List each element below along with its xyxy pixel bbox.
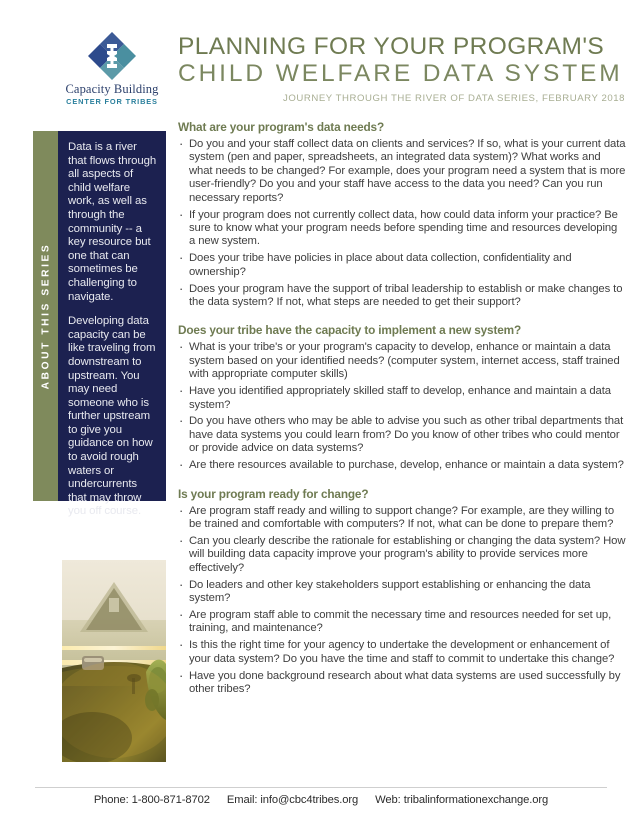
- footer-divider: [35, 787, 607, 788]
- footer-email[interactable]: Email: info@cbc4tribes.org: [226, 794, 359, 806]
- canoe-photo-graphic: [62, 560, 166, 762]
- list-item: · Have you identified appropriately skilled staff to develop, enhance and maintain a data system?: [178, 385, 626, 412]
- page-title-block: [178, 33, 628, 104]
- sidebar-tab-label: ABOUT THIS SERIES: [40, 242, 51, 390]
- list-item: · Does your program have the support of tribal leadership to establish or make changes to the data system? If not, what steps are needed to get their support?: [178, 283, 626, 310]
- sidebar-paragraph: Developing data capacity can be like traveling from downstream to upstream. You may need someone who is further upstream to give you guidance on how to avoid rough waters or undercurrents that may throw you off course.: [68, 315, 156, 518]
- list-item: · Are program staff able to commit the necessary time and resources needed for set up, training, and maintenance?: [178, 609, 626, 636]
- capacity-building-diamond-logo: [88, 32, 136, 80]
- sidebar-tab: [33, 131, 58, 501]
- footer-web[interactable]: Web: tribalinformationexchange.org: [375, 794, 549, 806]
- diamond-logo-icon: [88, 32, 136, 80]
- list-item: · Are program staff ready and willing to support change? For example, are they willing to be trained and comfortable with computers? If not, what can be done to prepare them?: [178, 505, 626, 532]
- about-this-series-sidebar: [33, 131, 166, 518]
- document-header: [0, 0, 642, 113]
- canoe-on-river-photo: [62, 560, 166, 762]
- list-item: · Do you have others who may be able to advise you such as other tribal departments that have data systems you could learn from? Do you know of other tribes who could mentor or provide advice on data systems?: [178, 415, 626, 455]
- list-item: · Do you and your staff collect data on clients and services? If so, what is your current data system (pen and paper, spreadsheets, an integrated data system)? What works and what needs to be changed? For example, does your program need a system that is more user-friendly? Do you and your staff have access to the data you need? Can you run necessary reports?: [178, 138, 626, 205]
- list-item: · Does your tribe have policies in place about data collection, confidentiality and ownership?: [178, 252, 626, 279]
- page-title-line-1: PLANNING FOR YOUR PROGRAM'S: [178, 33, 605, 60]
- question-list: [178, 341, 626, 472]
- question-list: [178, 138, 626, 309]
- question-list: [178, 505, 626, 697]
- section-heading: Is your program ready for change?: [178, 486, 369, 501]
- list-item: · Can you clearly describe the rationale for establishing or changing the data system? How will building data capacity improve your program's ability to provide services more effectively?: [178, 535, 626, 575]
- section-heading: Does your tribe have the capacity to implement a new system?: [178, 323, 522, 338]
- logo-organization-name: Capacity Building: [65, 82, 159, 96]
- list-item: · What is your tribe's or your program's capacity to develop, enhance or maintain a data system based on your identified needs? (computer system, internet access, staff trained with appropriate computer skills): [178, 341, 626, 381]
- section-data-needs: [178, 120, 626, 309]
- list-item: · Have you done background research about what data systems are used successfully by other tribes?: [178, 670, 626, 697]
- page-subtitle: JOURNEY THROUGH THE RIVER OF DATA SERIES, FEBRUARY 2018: [283, 93, 625, 104]
- document-footer: [0, 794, 642, 806]
- sidebar-paragraph: Data is a river that flows through all aspects of child welfare work, as well as through the community -- a key resource but one that can sometimes be challenging to navigate.: [68, 141, 157, 303]
- section-heading: What are your program's data needs?: [178, 120, 385, 134]
- section-ready-for-change: [178, 487, 626, 697]
- page-title-line-2: CHILD WELFARE DATA SYSTEM: [178, 60, 623, 87]
- list-item: · Is this the right time for your agency to undertake the development or enhancement of your data system? Do you have the time and staff to commit to undertake this change?: [178, 639, 626, 666]
- list-item: · Are there resources available to purchase, develop, enhance or maintain a data system?: [178, 459, 626, 472]
- list-item: · Do leaders and other key stakeholders support establishing or enhancing the data system?: [178, 579, 626, 606]
- main-content: [178, 120, 626, 700]
- logo-organization-subtitle: CENTER FOR TRIBES: [66, 97, 158, 106]
- section-capacity: [178, 323, 626, 472]
- sidebar-body: [58, 131, 166, 518]
- list-item: · If your program does not currently collect data, how could data inform your practice? Be sure to know what your program needs before spending time and resources developing a new system.: [178, 209, 626, 249]
- organization-logo: [52, 32, 172, 106]
- footer-phone: Phone: 1-800-871-8702: [93, 794, 210, 806]
